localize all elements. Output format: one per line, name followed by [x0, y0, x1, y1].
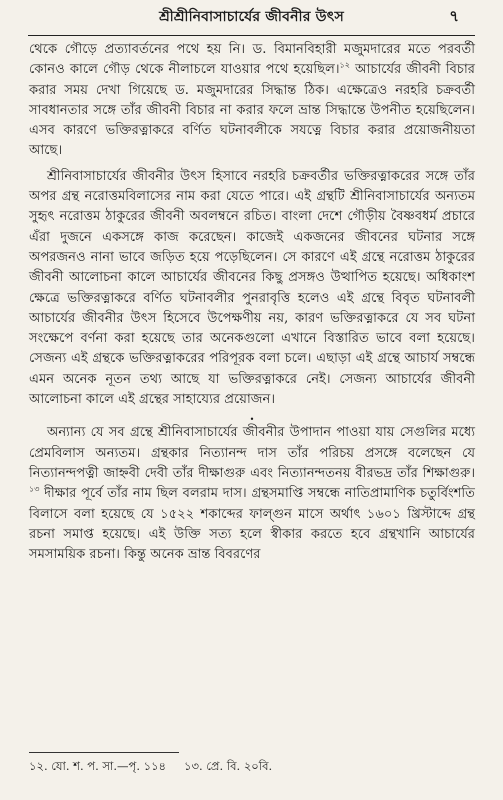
paragraph-3: অন্যান্য যে সব গ্রন্থে শ্রীনিবাসাচার্যের জীবনীর উপাদান পাওয়া যায় সেগুলির মধ্যে প্রেমবিলাস অন্যতম। গ্রন্থকার নিত্যানন্দ দাস তাঁর পরিচয় প্রসঙ্গে বলেছেন যে নিত্যানন্দপত্নী জাহ্নবী দেবী তাঁর দীক্ষাগুরু এবং নিত্যানন্দতনয় বীরভদ্র তাঁর শিক্ষাগুরু।$^{১৩}$ দীক্ষার পূর্বে তাঁর নাম ছিল বলরাম দাস। গ্রন্থসমাপ্তি সম্বন্ধে নাতিপ্রামাণিক চতুর্বিংশতি বিলাসে বলা হয়েছে যে ১৫২২ শকাব্দের ফাল্গুন মাসে অর্থাৎ ১৬০১ খ্রিস্টাব্দে গ্রন্থ রচনা সমাপ্ত হয়েছে। এই উক্তি সত্য হলে স্বীকার করতে হবে গ্রন্থখানি আচার্যের সমসাময়িক রচনা। কিন্তু অনেক ভ্রান্ত বিবরণের — [29, 425, 475, 563]
body-text — [29, 40, 475, 570]
footnote-12: ১২. যো. শ. প. সা.—পৃ. ১১৪ — [29, 759, 167, 773]
footnote-ref-13: ১৩ — [29, 484, 40, 494]
paragraph-2: শ্রীনিবাসাচার্যের জীবনীর উৎস হিসাবে নরহরি চক্রবর্তীর ভক্তিরত্নাকরের সঙ্গে তাঁর অপর গ্রন্থ নরোত্তমবিলাসের নাম করা যেতে পারে। এই গ্রন্থটি শ্রীনিবাসাচার্যের অন্যতম সুহৃৎ নরোত্তম ঠাকুরের জীবনী অবলম্বনে রচিত। বাংলা দেশে গৌড়ীয় বৈষ্ণবধর্ম প্রচারে এঁরা দুজনে একসঙ্গে কাজ করেছেন। কাজেই একজনের জীবনের ঘটনার সঙ্গে অপরজনও নানা ভাবে জড়িত হয়ে পড়েছিলেন। সে কারণে এই গ্রন্থে নরোত্তম ঠাকুরের জীবনী আলোচনা কালে আচার্যের জীবনের কিছু প্রসঙ্গও উত্থাপিত হয়েছে। অধিকাংশ ক্ষেত্রে ভক্তিরত্নাকরে বর্ণিত ঘটনাবলীর পুনরাবৃত্তি হলেও এই গ্রন্থে বিবৃত ঘটনাবলী আচার্যের জীবনীর উৎস হিসেবে উপেক্ষণীয় নয়, কারণ ভক্তিরত্নাকরে যে সব ঘটনা সংক্ষেপে বর্ণনা করা হয়েছে তার অনেকগুলো এখানে বিস্তারিত ভাবে বলা হয়েছে। সেজন্য এই গ্রন্থকে ভক্তিরত্নাকরের পরিপূরক বলা চলে। এছাড়া এই গ্রন্থে আচার্য সম্বন্ধে এমন অনেক নূতন তথ্য আছে যা ভক্তিরত্নাকরে নেই। সেজন্য আচার্যের জীবনী আলোচনা কালে এই গ্রন্থের সাহায্যের প্রয়োজন। — [29, 168, 475, 408]
running-title: শ্রীশ্রীনিবাসাচার্যের জীবনীর উৎস — [159, 9, 344, 25]
section-dot: • — [249, 415, 255, 425]
page-number: ৭ — [449, 7, 459, 25]
footnote-ref-12: ১২ — [339, 60, 350, 70]
page-header — [0, 4, 503, 30]
footnote-13: ১৩. প্রে. বি. ২০বি. — [184, 759, 273, 773]
footnotes — [29, 758, 272, 777]
paragraph-1: থেকে গৌড়ে প্রত্যাবর্তনের পথে হয় নি। ড. বিমানবিহারী মজুমদারের মতে পরবর্তী কোনও কালে গৌড় থেকে নীলাচলে যাওয়ার পথে হয়েছিল।$^{১২}$ আচার্যের জীবনী বিচার করার সময় দেখা গিয়েছে ড. মজুমদারের সিদ্ধান্ত ঠিক। এক্ষেত্রেও নরহরি চক্রবর্তী সাবধানতার সঙ্গে তাঁর জীবনী বিচার না করার ফলে ভ্রান্ত সিদ্ধান্তে উপনীত হয়েছিলেন। এসব কারণে ভক্তিরত্নাকরে বর্ণিত ঘটনাবলীকে সযত্নে বিচার করার প্রয়োজনীয়তা আছে। — [29, 42, 475, 159]
header-rule — [28, 35, 475, 36]
footnote-rule — [29, 752, 179, 753]
